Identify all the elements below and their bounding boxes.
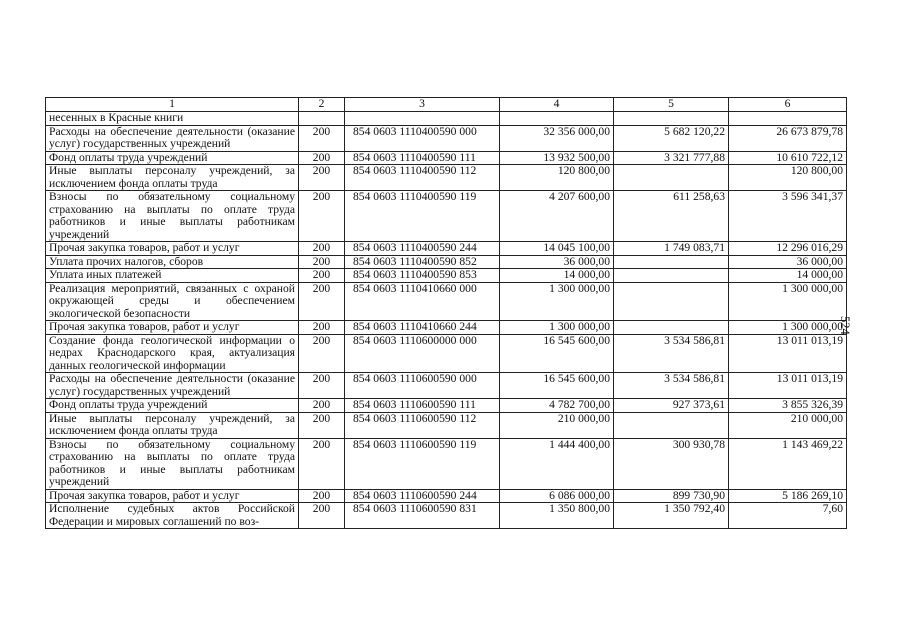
row-name: Исполнение судебных актов Российской Федерации и мировых соглашений по воз- (46, 503, 299, 529)
header-col-4: 4 (500, 98, 614, 112)
row-approved-amount: 36 000,00 (500, 255, 614, 269)
row-code: 200 (299, 242, 345, 256)
row-executed-amount: 3 321 777,88 (614, 151, 729, 165)
row-approved-amount: 1 444 400,00 (500, 438, 614, 489)
row-unexecuted-amount (729, 112, 847, 126)
row-name: Уплата иных платежей (46, 269, 299, 283)
row-kbk: 854 0603 1110400590 111 (345, 151, 500, 165)
page-number: 524 (838, 316, 852, 335)
row-kbk: 854 0603 1110600000 000 (345, 334, 500, 373)
row-executed-amount: 3 534 586,81 (614, 334, 729, 373)
table-row (46, 112, 847, 126)
row-name: Взносы по обязательному социальному страхованию на выплаты по оплате труда работников и иные выплаты работникам учреждений (46, 191, 299, 242)
row-name: Прочая закупка товаров, работ и услуг (46, 321, 299, 335)
table-row (46, 255, 847, 269)
row-kbk: 854 0603 1110400590 112 (345, 165, 500, 191)
budget-table-sheet (45, 97, 846, 529)
budget-table (45, 97, 847, 529)
header-col-3: 3 (345, 98, 500, 112)
row-approved-amount: 1 300 000,00 (500, 321, 614, 335)
row-executed-amount: 300 930,78 (614, 438, 729, 489)
row-kbk: 854 0603 1110600590 831 (345, 503, 500, 529)
row-name: Фонд оплаты труда учреждений (46, 399, 299, 413)
row-code: 200 (299, 489, 345, 503)
row-name: несенных в Красные книги (46, 112, 299, 126)
row-approved-amount: 6 086 000,00 (500, 489, 614, 503)
row-approved-amount: 1 300 000,00 (500, 282, 614, 321)
row-executed-amount: 611 258,63 (614, 191, 729, 242)
row-unexecuted-amount: 14 000,00 (729, 269, 847, 283)
table-row (46, 191, 847, 242)
table-row (46, 438, 847, 489)
row-approved-amount: 13 932 500,00 (500, 151, 614, 165)
row-unexecuted-amount: 7,60 (729, 503, 847, 529)
row-executed-amount: 1 749 083,71 (614, 242, 729, 256)
row-unexecuted-amount: 3 596 341,37 (729, 191, 847, 242)
row-kbk: 854 0603 1110400590 244 (345, 242, 500, 256)
row-kbk: 854 0603 1110600590 119 (345, 438, 500, 489)
row-executed-amount (614, 112, 729, 126)
row-unexecuted-amount: 12 296 016,29 (729, 242, 847, 256)
table-row (46, 373, 847, 399)
row-code: 200 (299, 438, 345, 489)
row-kbk: 854 0603 1110600590 000 (345, 373, 500, 399)
table-row (46, 242, 847, 256)
row-kbk (345, 112, 500, 126)
row-unexecuted-amount: 26 673 879,78 (729, 125, 847, 151)
row-code: 200 (299, 399, 345, 413)
table-row (46, 503, 847, 529)
table-row (46, 412, 847, 438)
row-code (299, 112, 345, 126)
row-name: Взносы по обязательному социальному страхованию на выплаты по оплате труда работников и иные выплаты работникам учреждений (46, 438, 299, 489)
row-approved-amount: 4 207 600,00 (500, 191, 614, 242)
row-name: Прочая закупка товаров, работ и услуг (46, 489, 299, 503)
row-unexecuted-amount: 36 000,00 (729, 255, 847, 269)
row-unexecuted-amount: 1 300 000,00 (729, 282, 847, 321)
row-kbk: 854 0603 1110400590 000 (345, 125, 500, 151)
header-col-5: 5 (614, 98, 729, 112)
row-code: 200 (299, 503, 345, 529)
table-row (46, 321, 847, 335)
row-approved-amount (500, 112, 614, 126)
row-approved-amount: 120 800,00 (500, 165, 614, 191)
row-unexecuted-amount: 13 011 013,19 (729, 373, 847, 399)
table-row (46, 125, 847, 151)
row-name: Реализация мероприятий, связанных с охраной окружающей среды и обеспечением экологической безопасности (46, 282, 299, 321)
row-executed-amount (614, 255, 729, 269)
row-unexecuted-amount: 1 143 469,22 (729, 438, 847, 489)
row-name: Создание фонда геологической информации о недрах Краснодарского края, актуализация данных геологической информации (46, 334, 299, 373)
row-approved-amount: 16 545 600,00 (500, 334, 614, 373)
row-approved-amount: 14 000,00 (500, 269, 614, 283)
table-row (46, 399, 847, 413)
row-executed-amount (614, 321, 729, 335)
row-approved-amount: 210 000,00 (500, 412, 614, 438)
row-code: 200 (299, 373, 345, 399)
row-name: Иные выплаты персоналу учреждений, за исключением фонда оплаты труда (46, 412, 299, 438)
row-name: Иные выплаты персоналу учреждений, за исключением фонда оплаты труда (46, 165, 299, 191)
row-name: Фонд оплаты труда учреждений (46, 151, 299, 165)
row-name: Расходы на обеспечение деятельности (оказание услуг) государственных учреждений (46, 125, 299, 151)
row-unexecuted-amount: 120 800,00 (729, 165, 847, 191)
row-code: 200 (299, 165, 345, 191)
row-executed-amount: 899 730,90 (614, 489, 729, 503)
row-code: 200 (299, 412, 345, 438)
row-unexecuted-amount: 1 300 000,00 (729, 321, 847, 335)
row-code: 200 (299, 269, 345, 283)
row-unexecuted-amount: 13 011 013,19 (729, 334, 847, 373)
row-executed-amount: 3 534 586,81 (614, 373, 729, 399)
row-kbk: 854 0603 1110600590 111 (345, 399, 500, 413)
header-row (46, 98, 847, 112)
row-kbk: 854 0603 1110600590 112 (345, 412, 500, 438)
row-unexecuted-amount: 5 186 269,10 (729, 489, 847, 503)
row-kbk: 854 0603 1110400590 119 (345, 191, 500, 242)
table-row (46, 334, 847, 373)
row-code: 200 (299, 191, 345, 242)
row-unexecuted-amount: 10 610 722,12 (729, 151, 847, 165)
row-name: Уплата прочих налогов, сборов (46, 255, 299, 269)
header-col-2: 2 (299, 98, 345, 112)
row-code: 200 (299, 282, 345, 321)
row-approved-amount: 1 350 800,00 (500, 503, 614, 529)
row-unexecuted-amount: 210 000,00 (729, 412, 847, 438)
row-kbk: 854 0603 1110410660 000 (345, 282, 500, 321)
row-executed-amount: 5 682 120,22 (614, 125, 729, 151)
table-header (46, 98, 847, 112)
table-row (46, 282, 847, 321)
header-col-6: 6 (729, 98, 847, 112)
row-executed-amount (614, 412, 729, 438)
row-code: 200 (299, 151, 345, 165)
table-row (46, 269, 847, 283)
table-row (46, 489, 847, 503)
row-kbk: 854 0603 1110600590 244 (345, 489, 500, 503)
row-code: 200 (299, 334, 345, 373)
row-kbk: 854 0603 1110400590 852 (345, 255, 500, 269)
row-kbk: 854 0603 1110410660 244 (345, 321, 500, 335)
row-executed-amount (614, 269, 729, 283)
row-approved-amount: 4 782 700,00 (500, 399, 614, 413)
row-name: Расходы на обеспечение деятельности (оказание услуг) государственных учреждений (46, 373, 299, 399)
row-approved-amount: 14 045 100,00 (500, 242, 614, 256)
header-col-1: 1 (46, 98, 299, 112)
row-name: Прочая закупка товаров, работ и услуг (46, 242, 299, 256)
row-kbk: 854 0603 1110400590 853 (345, 269, 500, 283)
row-executed-amount: 927 373,61 (614, 399, 729, 413)
row-code: 200 (299, 255, 345, 269)
row-executed-amount: 1 350 792,40 (614, 503, 729, 529)
row-executed-amount (614, 282, 729, 321)
row-executed-amount (614, 165, 729, 191)
row-unexecuted-amount: 3 855 326,39 (729, 399, 847, 413)
row-approved-amount: 32 356 000,00 (500, 125, 614, 151)
table-row (46, 151, 847, 165)
table-row (46, 165, 847, 191)
row-approved-amount: 16 545 600,00 (500, 373, 614, 399)
row-code: 200 (299, 125, 345, 151)
table-body (46, 112, 847, 529)
row-code: 200 (299, 321, 345, 335)
